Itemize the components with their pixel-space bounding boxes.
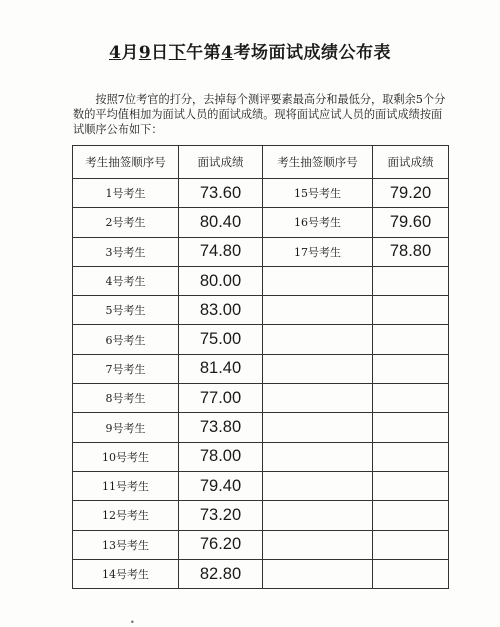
candidate-label: 10号考生 xyxy=(73,442,179,471)
candidate-label xyxy=(263,413,373,442)
candidate-label: 11号考生 xyxy=(73,471,179,500)
table-row xyxy=(73,325,449,354)
candidate-score: 83.00 xyxy=(179,296,263,325)
candidate-score: 78.80 xyxy=(373,237,449,266)
intro-paragraph: 按照7位考官的打分，去掉每个测评要素最高分和最低分，取剩余5个分数的平均值相加为面试人员的面试成绩。现将面试应试人员的面试成绩按面试顺序公布如下： xyxy=(73,93,446,136)
candidate-score: 80.40 xyxy=(179,208,263,237)
table-row xyxy=(73,442,449,471)
candidate-score: 73.60 xyxy=(179,179,263,208)
title-month-blank: 4 xyxy=(108,43,122,63)
page-title xyxy=(0,38,500,63)
candidate-label: 7号考生 xyxy=(73,354,179,383)
title-day: 日 xyxy=(151,43,169,63)
candidate-score xyxy=(373,413,449,442)
table-row xyxy=(73,471,449,500)
candidate-score: 81.40 xyxy=(179,354,263,383)
candidate-score: 80.00 xyxy=(179,266,263,295)
candidate-label xyxy=(263,384,373,413)
table-row xyxy=(73,354,449,383)
candidate-score xyxy=(373,442,449,471)
candidate-label: 13号考生 xyxy=(73,530,179,559)
table-row xyxy=(73,237,449,266)
table-row xyxy=(73,530,449,559)
table-row xyxy=(73,384,449,413)
title-period-blank: 下 xyxy=(168,43,187,63)
candidate-score xyxy=(373,266,449,295)
candidate-score: 79.60 xyxy=(373,208,449,237)
candidate-label xyxy=(263,354,373,383)
table-row xyxy=(73,179,449,208)
title-room-blank: 4 xyxy=(221,43,234,63)
candidate-score xyxy=(373,501,449,530)
candidate-label xyxy=(263,296,373,325)
table-row xyxy=(73,266,449,295)
candidate-label: 14号考生 xyxy=(73,559,179,588)
candidate-score: 78.00 xyxy=(179,442,263,471)
table-row xyxy=(73,208,449,237)
title-day-blank: 9 xyxy=(138,43,152,63)
candidate-label: 1号考生 xyxy=(73,179,179,208)
candidate-label: 12号考生 xyxy=(73,501,179,530)
candidate-score xyxy=(373,325,449,354)
table-header-row xyxy=(73,146,449,179)
table-row xyxy=(73,413,449,442)
scan-mark: • xyxy=(130,618,135,627)
candidate-score: 75.00 xyxy=(179,325,263,354)
candidate-score xyxy=(373,559,449,588)
table-row xyxy=(73,501,449,530)
candidate-label xyxy=(263,559,373,588)
candidate-score: 73.80 xyxy=(179,413,263,442)
candidate-label xyxy=(263,530,373,559)
title-room: 考场面试成绩公布表 xyxy=(233,43,392,63)
candidate-label: 17号考生 xyxy=(263,237,373,266)
header-score-1: 面试成绩 xyxy=(179,146,263,179)
candidate-label: 8号考生 xyxy=(73,384,179,413)
table-row xyxy=(73,296,449,325)
header-order-1: 考生抽签顺序号 xyxy=(73,146,179,179)
candidate-score xyxy=(373,296,449,325)
candidate-score xyxy=(373,384,449,413)
candidate-score: 77.00 xyxy=(179,384,263,413)
candidate-label xyxy=(263,501,373,530)
candidate-score xyxy=(373,354,449,383)
candidate-label: 3号考生 xyxy=(73,237,179,266)
title-period: 午第 xyxy=(186,43,222,63)
candidate-label: 15号考生 xyxy=(263,179,373,208)
header-score-2: 面试成绩 xyxy=(373,146,449,179)
candidate-score: 73.20 xyxy=(179,501,263,530)
candidate-label: 2号考生 xyxy=(73,208,179,237)
table-row xyxy=(73,559,449,588)
title-month: 月 xyxy=(121,43,139,63)
candidate-label: 4号考生 xyxy=(73,266,179,295)
candidate-label: 6号考生 xyxy=(73,325,179,354)
candidate-score: 82.80 xyxy=(179,559,263,588)
score-table xyxy=(72,145,449,589)
candidate-label: 9号考生 xyxy=(73,413,179,442)
candidate-score xyxy=(373,530,449,559)
header-order-2: 考生抽签顺序号 xyxy=(263,146,373,179)
candidate-label xyxy=(263,442,373,471)
candidate-label xyxy=(263,471,373,500)
candidate-label: 5号考生 xyxy=(73,296,179,325)
candidate-label: 16号考生 xyxy=(263,208,373,237)
candidate-score: 79.40 xyxy=(179,471,263,500)
candidate-score: 74.80 xyxy=(179,237,263,266)
candidate-score: 79.20 xyxy=(373,179,449,208)
candidate-score xyxy=(373,471,449,500)
candidate-label xyxy=(263,266,373,295)
candidate-score: 76.20 xyxy=(179,530,263,559)
candidate-label xyxy=(263,325,373,354)
